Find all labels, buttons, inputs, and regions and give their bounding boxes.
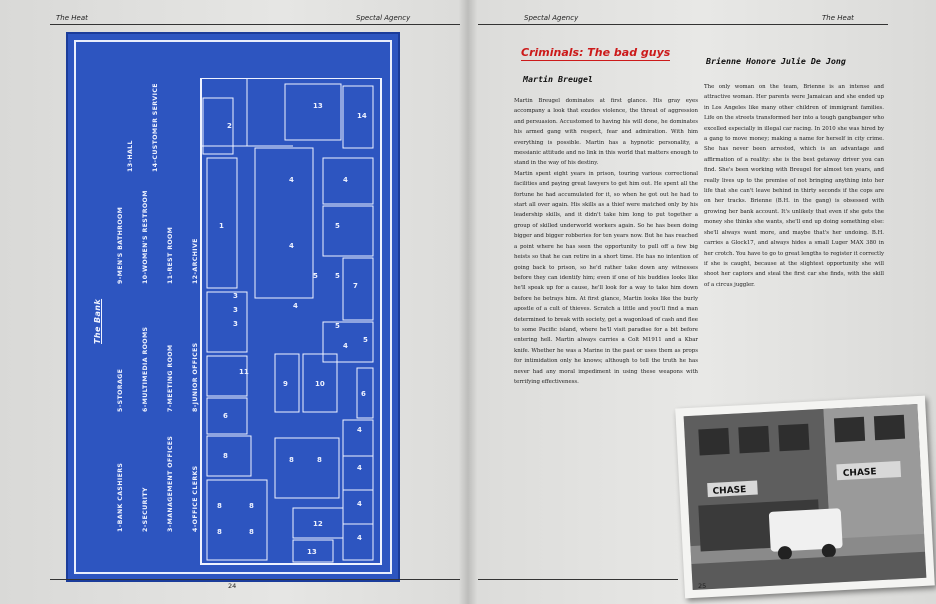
left-header-right: Spectal Agency [356, 14, 411, 22]
right-header-left: Spectal Agency [524, 14, 579, 22]
room-meeting [207, 436, 251, 476]
legend-column-4 [110, 83, 177, 172]
room-storage [323, 206, 373, 256]
room-number: 3 [233, 306, 238, 314]
room-number: 3 [233, 320, 238, 328]
bank-blueprint [66, 32, 400, 582]
legend-item: 1-BANK CASHIERS [116, 462, 124, 532]
room-number: 4 [357, 426, 362, 434]
room-number: 4 [357, 534, 362, 542]
legend-item: 10-WOMEN'S RESTROOM [142, 190, 150, 284]
room-number: 5 [335, 272, 340, 280]
bank-sign: CHASE [712, 485, 747, 497]
room-number: 5 [313, 272, 318, 280]
room-junior-offices [207, 480, 267, 560]
blueprint-title: The Bank [93, 298, 102, 344]
character-name: Martin Breugel [523, 74, 593, 84]
legend-item: 8-JUNIOR OFFICES [192, 342, 200, 412]
room-number: 6 [361, 390, 366, 398]
room-number: 4 [289, 176, 294, 184]
character-bio [514, 96, 698, 387]
room-number: 5 [363, 336, 368, 344]
legend-item: 5-STORAGE [116, 368, 124, 412]
corridor [255, 148, 313, 298]
legend-item: 14-CUSTOMER SERVICE [152, 83, 160, 172]
room-number: 8 [249, 502, 254, 510]
left-header-left: The Heat [56, 14, 88, 22]
room-number: 14 [357, 112, 367, 120]
room-number: 4 [289, 242, 294, 250]
room-rest [207, 356, 247, 396]
photo-image [684, 404, 927, 590]
legend-item: 6-MULTIMEDIA ROOMS [142, 326, 150, 412]
room-number: 11 [239, 368, 249, 376]
character-name: Brienne Honore Julie De Jong [706, 56, 846, 66]
right-page-number: 25 [698, 582, 707, 590]
room-number: 1 [219, 222, 224, 230]
building-outline [201, 78, 381, 564]
room-number: 5 [335, 222, 340, 230]
room-number: 13 [307, 548, 317, 556]
room-number: 8 [223, 452, 228, 460]
bio-paragraph: The only woman on the team, Brienne is an intense and attractive woman. Her parents were Jamaican and she ended up in Los Angeles like many other children of immigrant families. Life on the streets transformed her into a tough gangbanger who excelled especially in illegal car racing. In 2010 she was hired by a gang to move money; making a name for herself in city crime. She has never been arrested, which is an advantage and affirmation of a reality: she is the best getaway driver you can find. She's been working with Breugel for almost ten years, and really lives up to the premise of not bringing anything into her life that she can't leave behind in thirty seconds if the cops are on her tracks. Brienne (B.H. in the gang) is obsessed with growing her bank account. It's unlikely that even if she gets the money she thinks she wants, she'll end up doing something else: she'll always want more, and maybe that's her undoing. B.H. carries a Glock17, and always hides a small Luger MAX 380 in her crotch. You have to go to great lengths to register it correctly if she is caught, because at the slightest opportunity she will shoot her captors and steal the first car she finds, with the skill of a circus juggler. [704, 84, 884, 288]
room-number: 8 [289, 456, 294, 464]
room-number: 2 [227, 122, 232, 130]
room-number: 8 [249, 528, 254, 536]
left-header-rule [50, 24, 460, 25]
section-title: Criminals: The bad guys [521, 46, 671, 59]
room-management [207, 292, 247, 352]
legend-item: 7-MEETING ROOM [167, 344, 175, 412]
room-number: 8 [317, 456, 322, 464]
room-number: 9 [283, 380, 288, 388]
room-number: 5 [335, 322, 340, 330]
floor-plan [193, 78, 389, 568]
bio-paragraph: Martin spent eight years in prison, touring various correctional facilities and paying great lawyers to get him out. He spent all the fortune he had accumulated for it, so when he got out he had to start all over again. His skills as a thief were matched only by his leadership skills, and it didn't take him long to put together a group of skilled underworld workers again. So he has been doing bigger and bigger robberies for ten years now. But he has reached a point where he has seen the opportunity to pull off a few big heists so that he can retire in a short time. He has no intention of going back to prison, so he'd rather take down any witnesses before they can identify him; even if one of his buddies looks like he'll speak up for a cause, he'll look for a way to take him down before he betrays him. At first glance, Martin looks like the burly apostle of a cult of thieves. Scratch a little and you'll find a man determined to break with society, get a wagonload of cash and flee to some Pacific island, where he'll visit paradise for a bit before entering hell. Martin always carries a Colt M1911 and a Kbar knife. Whether he was a Marine in the past or uses them as props for intimidation only he knows; although to tell the truth he has never had any moral impediment in using these weapons with terrifying effectiveness. [514, 170, 698, 385]
character-bio [704, 82, 884, 290]
room-number: 8 [217, 502, 222, 510]
street-scene [684, 404, 927, 590]
room-number: 8 [217, 528, 222, 536]
room-number: 4 [293, 302, 298, 310]
legend-item: 9-MEN'S BATHROOM [116, 206, 124, 284]
bank-photo [675, 396, 935, 599]
legend-item: 4-OFFICE CLERKS [192, 465, 200, 532]
legend-item: 3-MANAGEMENT OFFICES [167, 435, 175, 532]
right-footer-rule [478, 579, 678, 580]
room-number: 4 [343, 176, 348, 184]
room-office-clerks [323, 158, 373, 204]
room-number: 6 [223, 412, 228, 420]
bank-sign: CHASE [842, 467, 877, 479]
legend-item: 12-ARCHIVE [192, 238, 200, 284]
legend-item: 11-REST ROOM [167, 226, 175, 284]
right-header-rule [478, 24, 888, 25]
room-number: 10 [315, 380, 325, 388]
room-number: 4 [357, 464, 362, 472]
legend-item: 13-HALL [126, 140, 134, 172]
bio-paragraph: Martin Breugel dominates at first glance. His gray eyes accompany a look that exudes violence, the threat of aggression and persuasion. Accustomed to having his will done, he dominates his armed gang with respect, fear and admiration. With him everything is possible. Martin has a hypnotic personality, a messianic attitude and no link in this world that matters enough to stand in the way of his destiny. [514, 98, 698, 167]
left-page-number: 24 [228, 582, 237, 590]
room-number: 4 [357, 500, 362, 508]
left-footer-rule [50, 579, 460, 580]
legend-item: 2-SECURITY [142, 487, 150, 532]
room-meeting [343, 258, 373, 320]
room-number: 4 [343, 342, 348, 350]
room-number: 12 [313, 520, 323, 528]
room-number: 3 [233, 292, 238, 300]
room-junior-offices [275, 438, 339, 498]
room-number: 13 [313, 102, 323, 110]
room-hall [285, 84, 341, 140]
room-number: 7 [353, 282, 358, 290]
right-header-right: The Heat [822, 14, 854, 22]
